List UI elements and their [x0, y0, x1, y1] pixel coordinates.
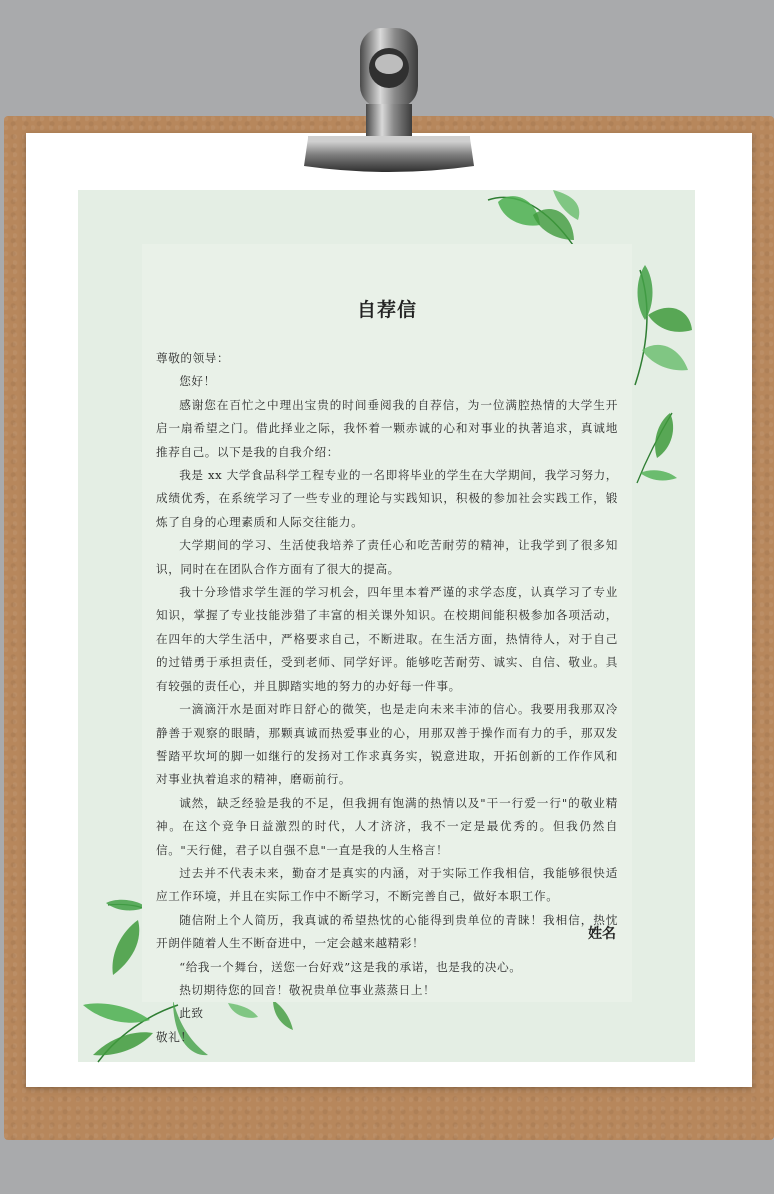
letter-paragraph: 大学期间的学习、生活使我培养了责任心和吃苦耐劳的精神，让我学到了很多知识，同时在在团队合作方面有了很大的提高。: [156, 538, 618, 576]
binder-clip-icon: [300, 26, 478, 178]
letter-signature: 姓名: [588, 926, 616, 942]
leaf-decoration-icon: [98, 895, 148, 985]
letter-regards: 敬礼！: [156, 1029, 193, 1044]
letter-paragraph: 诚然，缺乏经验是我的不足，但我拥有饱满的热情以及"干一行爱一行"的敬业精神。在这个竞争日益激烈的时代，人才济济，我不一定是最优秀的。但我仍然自信。"天行健，君子以自强不息"一直是我的人生格言！: [156, 795, 618, 857]
letter-greeting: 您好！: [179, 374, 216, 389]
leaf-decoration-icon: [630, 260, 695, 390]
letter-paragraph: 感谢您在百忙之中理出宝贵的时间垂阅我的自荐信，为一位满腔热情的大学生开启一扇希望之门。借此择业之际，我怀着一颗赤诚的心和对事业的执著追求，真诚地推荐自己。以下是我的自我介绍：: [156, 397, 618, 459]
leaf-decoration-icon: [632, 408, 682, 488]
letter-paragraph: 热切期待您的回音！敬祝贵单位事业蒸蒸日上！: [179, 982, 436, 997]
letter-paragraph: “给我一个舞台，送您一台好戏”这是我的承诺，也是我的决心。: [179, 959, 522, 974]
letter-paragraph: 我是 xx 大学食品科学工程专业的一名即将毕业的学生在大学期间，我学习努力，成绩优秀，在系统学习了一些专业的理论与实践知识，积极的参加社会实践工作，锻炼了自身的心理素质和人际交往能力。: [156, 468, 618, 529]
watermark: ◇: [39, 906, 83, 954]
letter-body: [156, 347, 618, 1049]
letter-title: 自荐信: [356, 299, 417, 321]
letter-salutation: 尊敬的领导：: [156, 351, 230, 365]
letter-paragraph: 过去并不代表未来，勤奋才是真实的内涵，对于实际工作我相信，我能够很快适应工作环境，并且在实际工作中不断学习，不断完善自己，做好本职工作。: [156, 865, 618, 904]
letter-closing: 此致: [179, 1006, 204, 1021]
letter-paragraph: 一滴滴汗水是面对昨日舒心的微笑，也是走向未来丰沛的信心。我要用我那双冷静善于观察的眼睛，那颗真诚而热爱事业的心，用那双善于操作而有力的手，那双发誓踏平坎坷的脚一如继行的发扬对工作求真务实，锐意进取，开拓创新的工作作风和对事业执着追求的精神，磨砺前行。: [156, 702, 618, 787]
letter-paragraph: 随信附上个人简历，我真诚的希望热忱的心能得到贵单位的青睐！我相信，热忱开朗伴随着人生不断奋进中，一定会越来越精彩！: [156, 912, 618, 951]
letter-paragraph: 我十分珍惜求学生涯的学习机会，四年里本着严谨的求学态度，认真学习了专业知识，掌握了专业技能涉猎了丰富的相关课外知识。在校期间能积极参加各项活动，在四年的大学生活中，严格要求自己，不断进取。在生活方面，热情待人，对于自己的过错勇于承担责任，受到老师、同学好评。能够吃苦耐劳、诚实、自信、敬业。具有较强的责任心，并且脚踏实地的努力的办好每一件事。: [156, 585, 618, 693]
